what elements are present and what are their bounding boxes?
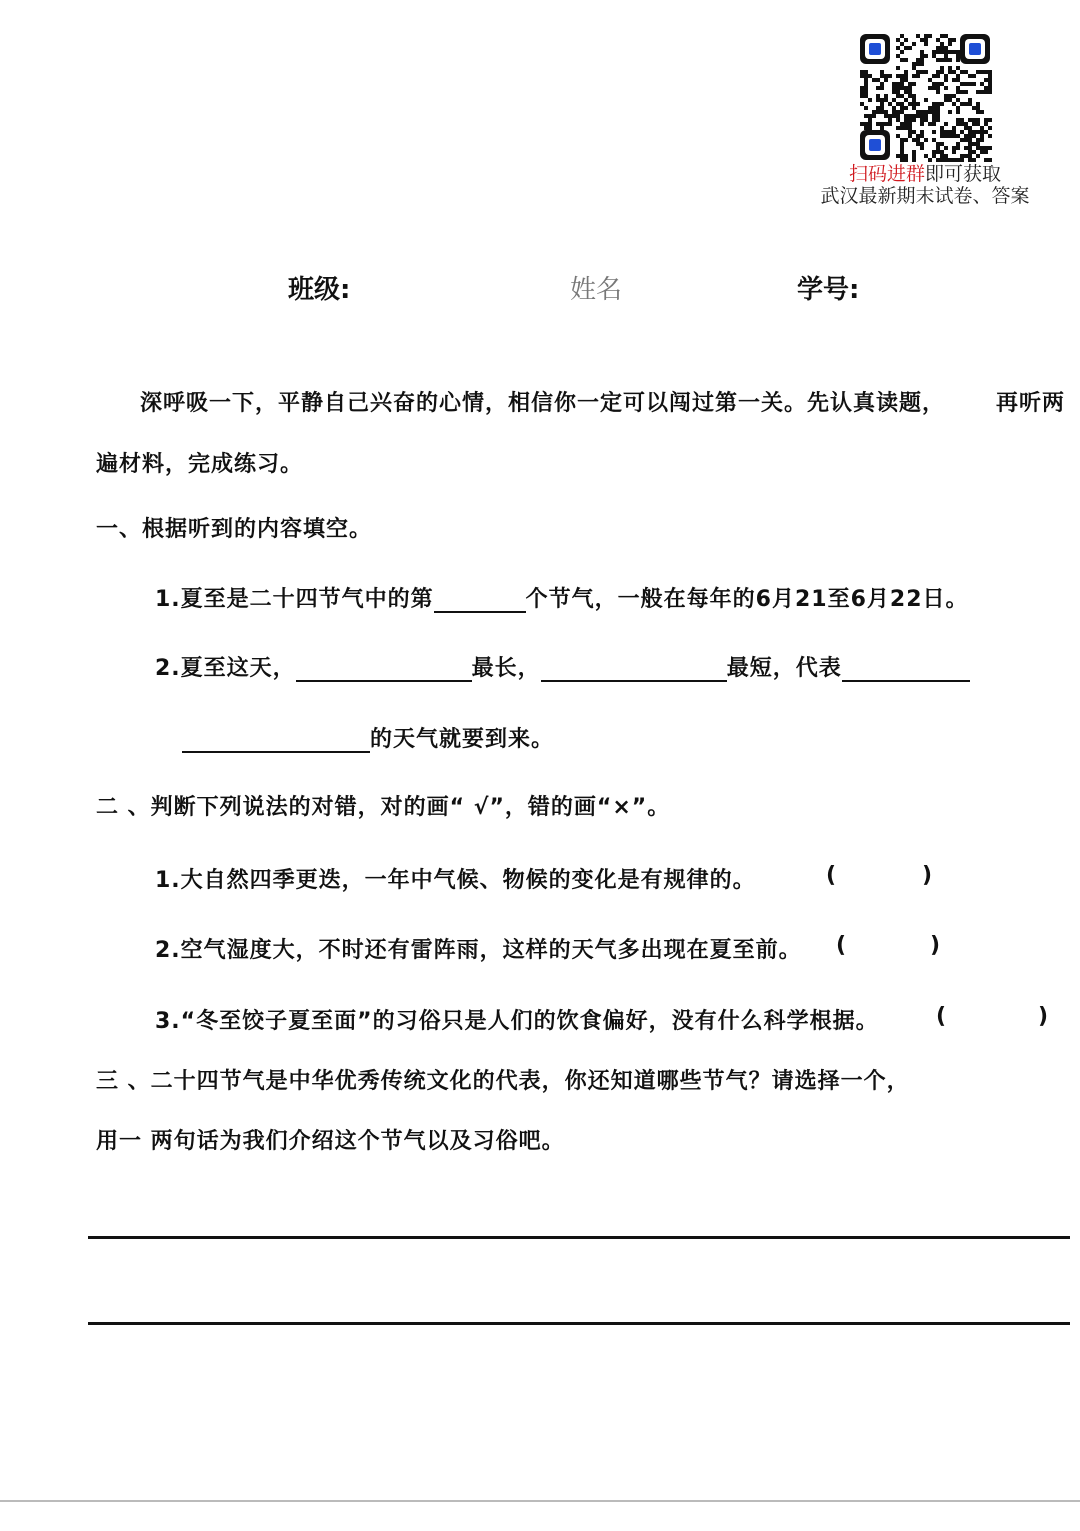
- judge-paren-close: ): [922, 863, 934, 888]
- answer-blank[interactable]: [296, 656, 472, 682]
- qr-caption-rest: 即可获取: [925, 163, 1002, 185]
- section-3-line-1: 三 、二十四节气是中华优秀传统文化的代表，你还知道哪些节气？请选择一个，: [96, 1069, 910, 1094]
- section-1-title: 一、根据听到的内容填空。: [96, 517, 373, 542]
- question-1-2-text-a: 2.夏至这天，: [155, 656, 296, 681]
- section-2-title: 二 、判断下列说法的对错，对的画“ √”，错的画“×”。: [96, 795, 671, 820]
- question-1-1: [155, 582, 969, 613]
- qr-caption-highlight: 扫码进群: [848, 163, 925, 185]
- page-bottom-divider: [0, 1500, 1080, 1502]
- intro-line-2: 遍材料，完成练习。: [96, 452, 304, 477]
- qr-code: [858, 32, 992, 162]
- answer-blank[interactable]: [541, 656, 727, 682]
- question-1-2-text-d: 的天气就要到来。: [370, 727, 555, 752]
- judge-paren-open[interactable]: (: [936, 1004, 948, 1029]
- qr-caption-line2: 武汉最新期末试卷、答案: [820, 185, 1030, 207]
- student-id-label: 学号:: [797, 275, 860, 305]
- qr-caption: [800, 163, 1050, 207]
- question-1-1-text-b: 个节气，一般在每年的6月21至6月22日。: [525, 587, 969, 612]
- answer-blank[interactable]: [434, 587, 526, 613]
- question-1-2: [155, 651, 970, 682]
- class-label: 班级:: [288, 275, 351, 305]
- answer-line[interactable]: [88, 1236, 1070, 1239]
- intro-line-1: 深呼吸一下，平静自己兴奋的心情，相信你一定可以闯过第一关。先认真读题，: [140, 391, 946, 416]
- judge-item-3: 3.“冬至饺子夏至面”的习俗只是人们的饮食偏好，没有什么科学根据。: [155, 1009, 879, 1034]
- question-1-2-text-b: 最长，: [471, 656, 541, 681]
- question-1-2-text-c: 最短，代表: [726, 656, 842, 681]
- answer-blank[interactable]: [182, 727, 370, 753]
- section-3-line-2: 用一 两句话为我们介绍这个节气以及习俗吧。: [96, 1129, 565, 1154]
- intro-line-1-tail: 再听两: [996, 391, 1066, 416]
- question-1-1-text-a: 1.夏至是二十四节气中的第: [155, 587, 434, 612]
- judge-paren-open[interactable]: (: [826, 863, 838, 888]
- judge-paren-open[interactable]: (: [836, 933, 848, 958]
- answer-blank[interactable]: [842, 656, 970, 682]
- question-1-2-continued: [182, 722, 554, 753]
- judge-paren-close: ): [930, 933, 942, 958]
- answer-line[interactable]: [88, 1322, 1070, 1325]
- judge-item-2: 2.空气湿度大，不时还有雷阵雨，这样的天气多出现在夏至前。: [155, 938, 802, 963]
- judge-item-1: 1.大自然四季更迭，一年中气候、物候的变化是有规律的。: [155, 868, 756, 893]
- judge-paren-close: ): [1038, 1004, 1050, 1029]
- name-label: 姓名: [570, 275, 623, 305]
